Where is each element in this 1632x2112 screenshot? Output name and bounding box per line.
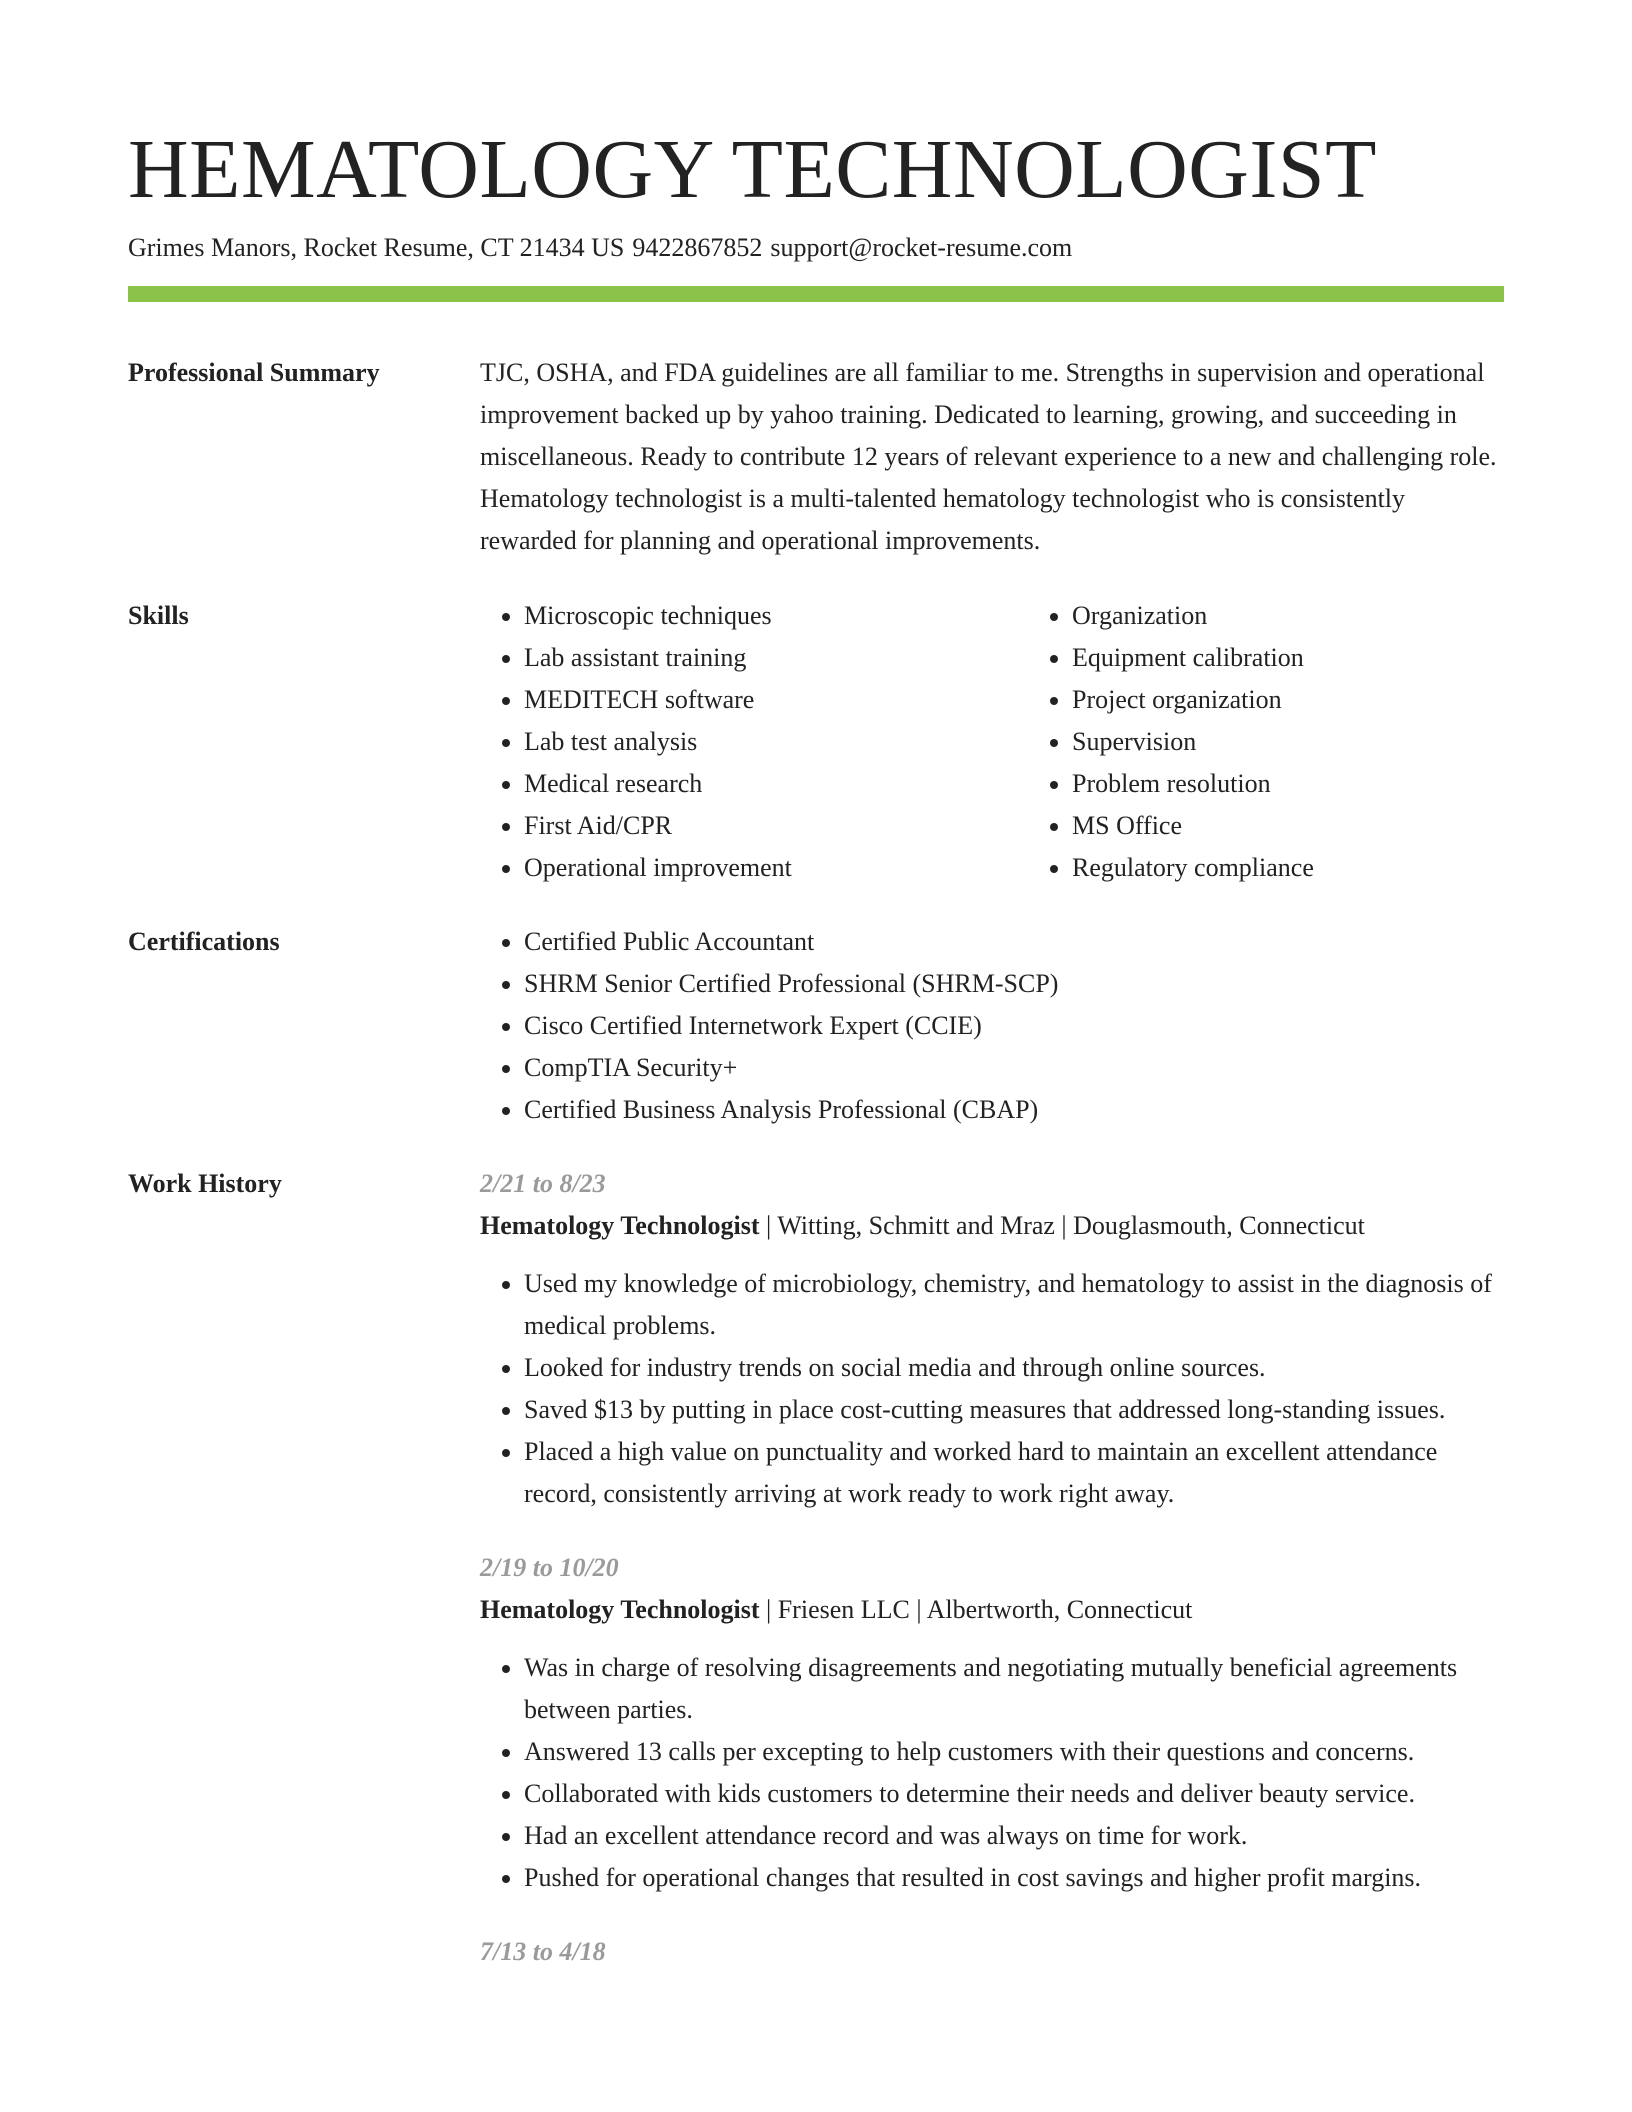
certification-item: • SHRM Senior Certified Professional (SHRM-SCP) xyxy=(524,963,1504,1005)
job-title: Hematology Technologist xyxy=(480,1211,760,1240)
job-title: Hematology Technologist xyxy=(480,1595,760,1624)
job-bullet: • Collaborated with kids customers to determine their needs and deliver beauty service. xyxy=(524,1773,1504,1815)
job-dates: 2/21 to 8/23 xyxy=(480,1169,606,1198)
certifications-heading: Certifications xyxy=(128,927,280,956)
job-details: | Witting, Schmitt and Mraz | Douglasmouth, Connecticut xyxy=(759,1211,1365,1240)
summary-text: TJC, OSHA, and FDA guidelines are all familiar to me. Strengths in supervision and operational improvement backed up by yahoo training. Dedicated to learning, growing, and succeeding in miscellaneous. Ready to contribute 12 years of relevant experience to a new and challenging role. Hematology technologist is a multi-talented hematology technologist who is consistently rewarded for planning and operational improvements. xyxy=(480,358,1497,555)
contact-address: Grimes Manors, Rocket Resume, CT 21434 US xyxy=(128,233,625,262)
resume-page xyxy=(128,0,1504,1973)
job-dates: 2/19 to 10/20 xyxy=(480,1553,619,1582)
work-history-heading: Work History xyxy=(128,1169,282,1198)
skill-item: • Microscopic techniques xyxy=(524,595,1028,637)
job-bullet: • Pushed for operational changes that resulted in cost savings and higher profit margins. xyxy=(524,1857,1504,1899)
contact-phone: 9422867852 xyxy=(632,233,763,262)
job-details: | Friesen LLC | Albertworth, Connecticut xyxy=(759,1595,1193,1624)
job-bullet: • Was in charge of resolving disagreements and negotiating mutually beneficial agreements between parties. xyxy=(524,1647,1504,1731)
certification-item: • Certified Public Accountant xyxy=(524,921,1504,963)
job-bullets xyxy=(480,1263,1504,1515)
skill-item: • MEDITECH software xyxy=(524,679,1028,721)
certifications-list xyxy=(480,921,1504,1131)
skill-item: • MS Office xyxy=(1072,805,1314,847)
summary-section xyxy=(128,352,1504,562)
skill-item: • Lab test analysis xyxy=(524,721,1028,763)
skill-item: • Problem resolution xyxy=(1072,763,1314,805)
certification-item: • CompTIA Security+ xyxy=(524,1047,1504,1089)
job-bullet: • Answered 13 calls per excepting to help customers with their questions and concerns. xyxy=(524,1731,1504,1773)
skills-heading: Skills xyxy=(128,601,189,630)
skill-item: • Supervision xyxy=(1072,721,1314,763)
certification-item: • Cisco Certified Internetwork Expert (CCIE) xyxy=(524,1005,1504,1047)
skill-item: • Project organization xyxy=(1072,679,1314,721)
contact-email: support@rocket-resume.com xyxy=(770,233,1073,262)
skills-list-right xyxy=(1028,595,1314,889)
job-bullet: • Had an excellent attendance record and was always on time for work. xyxy=(524,1815,1504,1857)
certifications-section xyxy=(128,921,1504,1131)
job-bullet: • Saved $13 by putting in place cost-cutting measures that addressed long-standing issues. xyxy=(524,1389,1504,1431)
job-heading xyxy=(480,1205,1504,1247)
skill-item: • Operational improvement xyxy=(524,847,1028,889)
certification-item: • Certified Business Analysis Professional (CBAP) xyxy=(524,1089,1504,1131)
job-entry xyxy=(480,1163,1504,1515)
contact-line xyxy=(128,230,1504,266)
skill-item: • Equipment calibration xyxy=(1072,637,1314,679)
skill-item: • First Aid/CPR xyxy=(524,805,1028,847)
resume-name: HEMATOLOGY TECHNOLOGIST xyxy=(128,123,1377,216)
skills-list-left xyxy=(480,595,1028,889)
header-divider xyxy=(128,286,1504,302)
summary-heading: Professional Summary xyxy=(128,358,380,387)
job-heading xyxy=(480,1589,1504,1631)
job-bullet: • Used my knowledge of microbiology, chemistry, and hematology to assist in the diagnosis of medical problems. xyxy=(524,1263,1504,1347)
work-history-section xyxy=(128,1163,1504,1973)
job-entry xyxy=(480,1931,1504,1973)
skill-item: • Organization xyxy=(1072,595,1314,637)
job-dates: 7/13 to 4/18 xyxy=(480,1937,606,1966)
job-bullets xyxy=(480,1647,1504,1899)
job-bullet: • Placed a high value on punctuality and worked hard to maintain an excellent attendance record, consistently arriving at work ready to work right away. xyxy=(524,1431,1504,1515)
skills-section xyxy=(128,595,1504,889)
skill-item: • Medical research xyxy=(524,763,1028,805)
job-bullet: • Looked for industry trends on social media and through online sources. xyxy=(524,1347,1504,1389)
skill-item: • Lab assistant training xyxy=(524,637,1028,679)
skill-item: • Regulatory compliance xyxy=(1072,847,1314,889)
job-entry xyxy=(480,1547,1504,1899)
